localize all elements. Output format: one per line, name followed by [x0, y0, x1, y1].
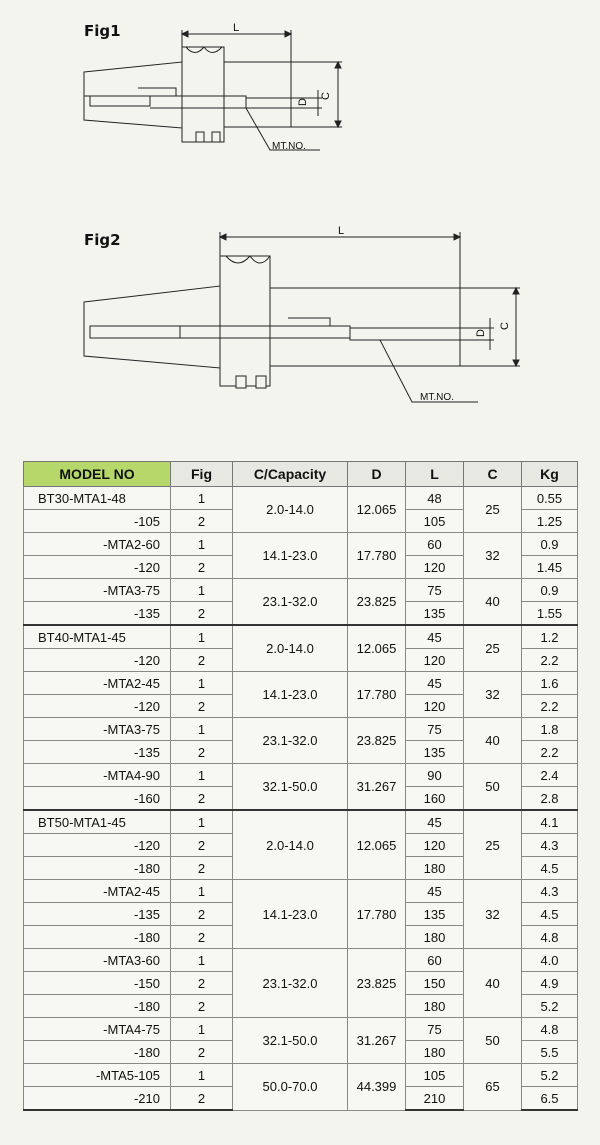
l-cell: 120: [406, 556, 464, 579]
fig-cell: 2: [171, 602, 233, 626]
fig-cell: 2: [171, 787, 233, 811]
l-cell: 135: [406, 741, 464, 764]
table-row: [24, 949, 578, 972]
fig-cell: 2: [171, 741, 233, 764]
kg-cell: 1.2: [522, 625, 578, 649]
kg-cell: 6.5: [522, 1087, 578, 1111]
fig-cell: 1: [171, 949, 233, 972]
l-cell: 90: [406, 764, 464, 787]
kg-cell: 0.9: [522, 533, 578, 556]
l-cell: 120: [406, 649, 464, 672]
model-cell: -120: [24, 834, 171, 857]
fig-cell: 1: [171, 672, 233, 695]
l-cell: 45: [406, 672, 464, 695]
kg-cell: 4.3: [522, 880, 578, 903]
kg-cell: 4.1: [522, 810, 578, 834]
fig-cell: 2: [171, 510, 233, 533]
l-cell: 75: [406, 579, 464, 602]
model-cell: -MTA4-75: [24, 1018, 171, 1041]
model-cell: -180: [24, 995, 171, 1018]
model-cell: -MTA3-75: [24, 718, 171, 741]
model-cell: BT50-MTA1-45: [24, 810, 171, 834]
table-body: [24, 487, 578, 1111]
l-cell: 105: [406, 1064, 464, 1087]
table-row: [24, 672, 578, 695]
table-row: [24, 718, 578, 741]
model-cell: -135: [24, 741, 171, 764]
fig-cell: 2: [171, 926, 233, 949]
kg-cell: 5.5: [522, 1041, 578, 1064]
fig-cell: 1: [171, 487, 233, 510]
kg-cell: 5.2: [522, 995, 578, 1018]
kg-cell: 4.0: [522, 949, 578, 972]
table-row: [24, 487, 578, 510]
fig-cell: 2: [171, 995, 233, 1018]
d-cell: 12.065: [348, 810, 406, 880]
kg-cell: 2.2: [522, 741, 578, 764]
d-cell: 17.780: [348, 672, 406, 718]
header-model-no: MODEL NO: [24, 462, 171, 487]
fig-cell: 2: [171, 903, 233, 926]
kg-cell: 2.8: [522, 787, 578, 811]
l-cell: 75: [406, 718, 464, 741]
capacity-cell: 14.1-23.0: [233, 880, 348, 949]
model-cell: -MTA2-45: [24, 880, 171, 903]
capacity-cell: 23.1-32.0: [233, 718, 348, 764]
d-cell: 17.780: [348, 880, 406, 949]
header-l: L: [406, 462, 464, 487]
l-cell: 135: [406, 903, 464, 926]
model-cell: -135: [24, 602, 171, 626]
model-cell: -MTA3-75: [24, 579, 171, 602]
table-row: [24, 533, 578, 556]
capacity-cell: 32.1-50.0: [233, 764, 348, 811]
fig-cell: 1: [171, 625, 233, 649]
kg-cell: 4.8: [522, 926, 578, 949]
model-cell: -210: [24, 1087, 171, 1111]
kg-cell: 0.9: [522, 579, 578, 602]
table-row: [24, 880, 578, 903]
model-cell: -180: [24, 857, 171, 880]
kg-cell: 1.55: [522, 602, 578, 626]
kg-cell: 1.45: [522, 556, 578, 579]
l-cell: 180: [406, 1041, 464, 1064]
d-cell: 23.825: [348, 718, 406, 764]
model-cell: -MTA5-105: [24, 1064, 171, 1087]
c-cell: 65: [464, 1064, 522, 1111]
kg-cell: 1.6: [522, 672, 578, 695]
fig-cell: 2: [171, 834, 233, 857]
d-cell: 12.065: [348, 487, 406, 533]
kg-cell: 5.2: [522, 1064, 578, 1087]
kg-cell: 4.8: [522, 1018, 578, 1041]
l-cell: 60: [406, 533, 464, 556]
fig-cell: 2: [171, 972, 233, 995]
fig1-dim-c: C: [320, 92, 332, 100]
model-cell: BT40-MTA1-45: [24, 625, 171, 649]
model-cell: -160: [24, 787, 171, 811]
model-cell: -150: [24, 972, 171, 995]
fig2-title: Fig2: [84, 231, 121, 249]
l-cell: 45: [406, 880, 464, 903]
model-cell: -120: [24, 695, 171, 718]
capacity-cell: 2.0-14.0: [233, 625, 348, 672]
d-cell: 17.780: [348, 533, 406, 579]
c-cell: 32: [464, 672, 522, 718]
fig-cell: 1: [171, 880, 233, 903]
l-cell: 180: [406, 857, 464, 880]
table-row: [24, 810, 578, 834]
l-cell: 48: [406, 487, 464, 510]
c-cell: 40: [464, 579, 522, 626]
c-cell: 32: [464, 880, 522, 949]
fig2-dimension-labels: [0, 0, 600, 420]
capacity-cell: 32.1-50.0: [233, 1018, 348, 1064]
kg-cell: 4.5: [522, 857, 578, 880]
table-row: [24, 1064, 578, 1087]
model-cell: -MTA4-90: [24, 764, 171, 787]
capacity-cell: 14.1-23.0: [233, 672, 348, 718]
fig1-dim-l: L: [233, 22, 240, 34]
header-c: C: [464, 462, 522, 487]
kg-cell: 2.2: [522, 649, 578, 672]
c-cell: 32: [464, 533, 522, 579]
fig-cell: 2: [171, 556, 233, 579]
model-cell: -180: [24, 926, 171, 949]
kg-cell: 4.9: [522, 972, 578, 995]
fig-cell: 2: [171, 695, 233, 718]
d-cell: 23.825: [348, 949, 406, 1018]
table-row: [24, 764, 578, 787]
fig-cell: 2: [171, 649, 233, 672]
c-cell: 40: [464, 949, 522, 1018]
fig-cell: 1: [171, 579, 233, 602]
c-cell: 25: [464, 487, 522, 533]
header-capacity: C/Capacity: [233, 462, 348, 487]
spec-table: [23, 461, 578, 1111]
fig-cell: 1: [171, 810, 233, 834]
fig-cell: 2: [171, 1041, 233, 1064]
model-cell: -180: [24, 1041, 171, 1064]
model-cell: BT30-MTA1-48: [24, 487, 171, 510]
fig1-mt-no: MT.NO.: [272, 141, 306, 152]
d-cell: 23.825: [348, 579, 406, 626]
kg-cell: 1.25: [522, 510, 578, 533]
model-cell: -105: [24, 510, 171, 533]
kg-cell: 2.4: [522, 764, 578, 787]
table-row: [24, 1018, 578, 1041]
d-cell: 44.399: [348, 1064, 406, 1111]
fig-cell: 2: [171, 1087, 233, 1111]
fig-cell: 1: [171, 718, 233, 741]
capacity-cell: 2.0-14.0: [233, 810, 348, 880]
kg-cell: 1.8: [522, 718, 578, 741]
l-cell: 120: [406, 834, 464, 857]
model-cell: -MTA3-60: [24, 949, 171, 972]
l-cell: 45: [406, 810, 464, 834]
fig1-title: Fig1: [84, 22, 121, 40]
l-cell: 150: [406, 972, 464, 995]
model-cell: -MTA2-45: [24, 672, 171, 695]
capacity-cell: 50.0-70.0: [233, 1064, 348, 1111]
c-cell: 50: [464, 764, 522, 811]
capacity-cell: 23.1-32.0: [233, 579, 348, 626]
fig2-dim-l: L: [338, 225, 345, 237]
header-kg: Kg: [522, 462, 578, 487]
capacity-cell: 23.1-32.0: [233, 949, 348, 1018]
c-cell: 50: [464, 1018, 522, 1064]
table-header-row: [24, 462, 578, 487]
header-d: D: [348, 462, 406, 487]
fig-cell: 1: [171, 1064, 233, 1087]
kg-cell: 2.2: [522, 695, 578, 718]
l-cell: 160: [406, 787, 464, 811]
d-cell: 12.065: [348, 625, 406, 672]
capacity-cell: 2.0-14.0: [233, 487, 348, 533]
l-cell: 180: [406, 995, 464, 1018]
l-cell: 135: [406, 602, 464, 626]
header-fig: Fig: [171, 462, 233, 487]
c-cell: 40: [464, 718, 522, 764]
fig2-dim-d: D: [475, 329, 487, 337]
fig-cell: 1: [171, 533, 233, 556]
model-cell: -120: [24, 649, 171, 672]
table-row: [24, 579, 578, 602]
kg-cell: 4.3: [522, 834, 578, 857]
c-cell: 25: [464, 625, 522, 672]
model-cell: -135: [24, 903, 171, 926]
c-cell: 25: [464, 810, 522, 880]
l-cell: 75: [406, 1018, 464, 1041]
fig-cell: 1: [171, 764, 233, 787]
kg-cell: 4.5: [522, 903, 578, 926]
l-cell: 180: [406, 926, 464, 949]
l-cell: 210: [406, 1087, 464, 1111]
fig2-dim-c: C: [499, 322, 511, 330]
l-cell: 105: [406, 510, 464, 533]
fig2-mt-no: MT.NO.: [420, 392, 454, 403]
l-cell: 120: [406, 695, 464, 718]
d-cell: 31.267: [348, 1018, 406, 1064]
capacity-cell: 14.1-23.0: [233, 533, 348, 579]
model-cell: -MTA2-60: [24, 533, 171, 556]
table-row: [24, 625, 578, 649]
fig-cell: 2: [171, 857, 233, 880]
fig-cell: 1: [171, 1018, 233, 1041]
kg-cell: 0.55: [522, 487, 578, 510]
l-cell: 60: [406, 949, 464, 972]
model-cell: -120: [24, 556, 171, 579]
d-cell: 31.267: [348, 764, 406, 811]
fig1-dim-d: D: [297, 98, 309, 106]
l-cell: 45: [406, 625, 464, 649]
